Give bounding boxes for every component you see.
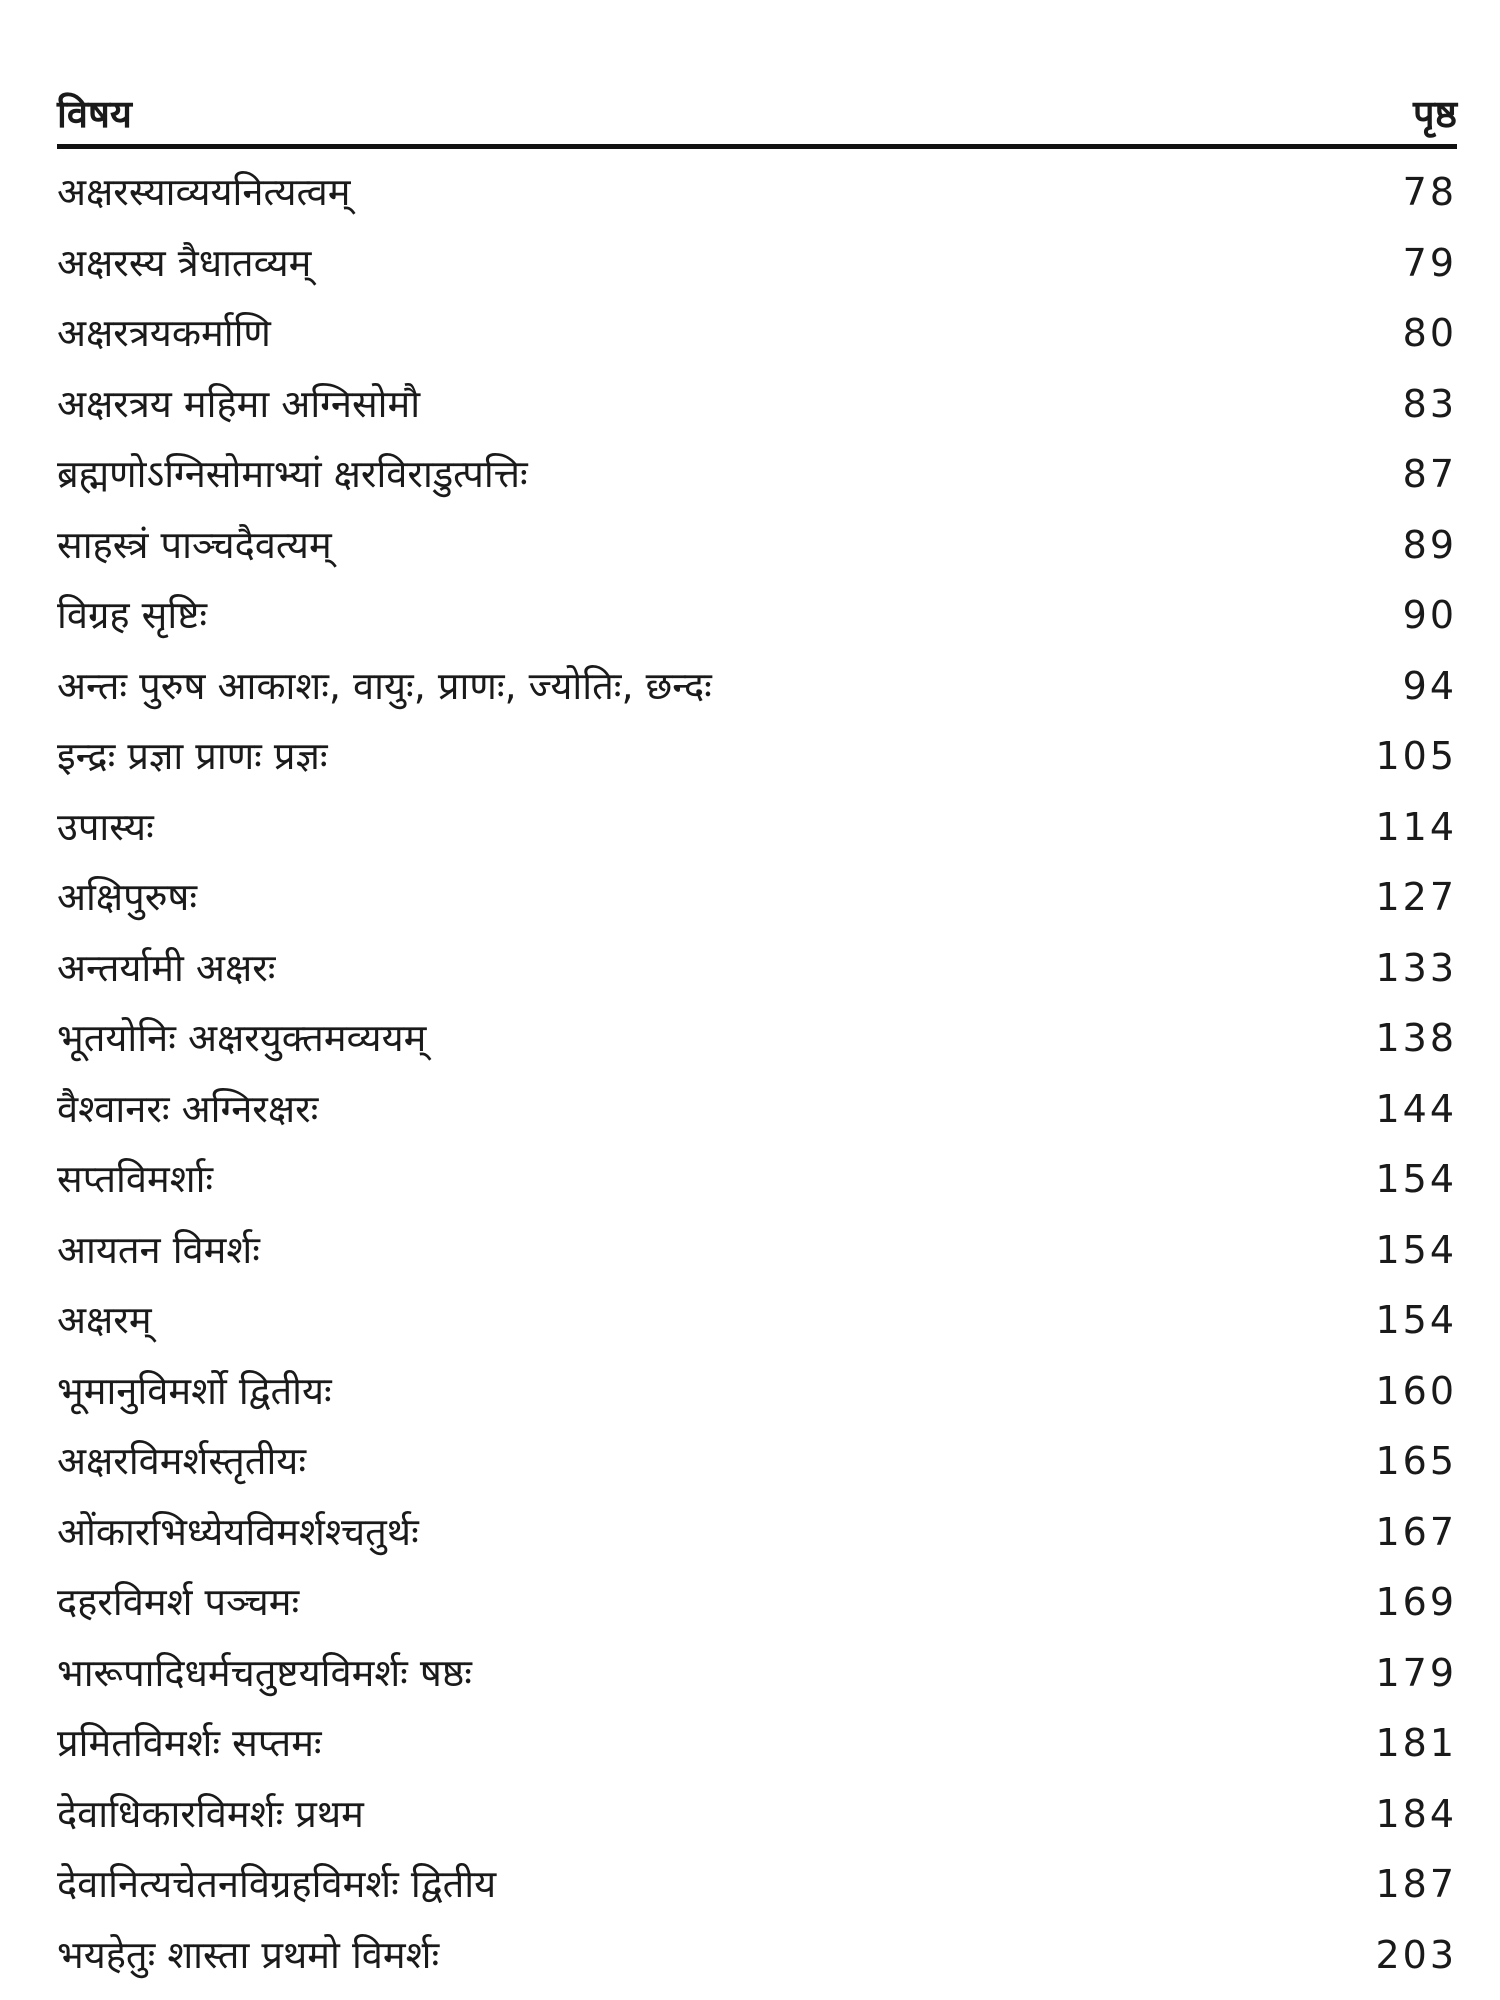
toc-entry <box>57 1074 1457 1145</box>
toc-entry-title: उपास्यः <box>57 804 154 849</box>
toc-entry <box>57 651 1457 722</box>
toc-entry-page-number: 138 <box>1375 1016 1457 1061</box>
toc-entry-title: अक्षिपुरुषः <box>57 875 198 920</box>
toc-entry-title: अक्षरविमर्शस्तृतीयः <box>57 1439 307 1484</box>
toc-header <box>57 88 1457 149</box>
toc-entry-page-number: 203 <box>1375 1932 1457 1977</box>
subject-column-heading: विषय <box>57 92 132 136</box>
toc-entry-title: आयतन विमर्शः <box>57 1227 260 1272</box>
toc-entry-page-number: 83 <box>1402 381 1457 426</box>
toc-entry-title: अक्षरत्रयकर्माणि <box>57 311 271 356</box>
toc-entry-title: अन्तर्यामी अक्षरः <box>57 945 276 990</box>
toc-entry <box>57 933 1457 1004</box>
toc-entry-page-number: 80 <box>1402 311 1457 356</box>
toc-entry-title: भूमानुविमर्शो द्वितीयः <box>57 1368 332 1413</box>
toc-entry-title: वैश्वानरः अग्निरक्षरः <box>57 1086 319 1131</box>
toc-entry-title: भयहेतुः शास्ता प्रथमो विमर्शः <box>57 1932 440 1977</box>
toc-entry-page-number: 90 <box>1402 593 1457 638</box>
toc-entry-page-number: 105 <box>1375 734 1457 779</box>
toc-entry <box>57 1144 1457 1215</box>
toc-entry <box>57 369 1457 440</box>
toc-entry <box>57 1567 1457 1638</box>
toc-entry <box>57 792 1457 863</box>
toc-entry-page-number: 181 <box>1375 1721 1457 1766</box>
toc-entry-page-number: 187 <box>1375 1862 1457 1907</box>
toc-entry-page-number: 154 <box>1375 1227 1457 1272</box>
toc-entry-title: भूतयोनिः अक्षरयुक्तमव्ययम् <box>57 1016 427 1061</box>
toc-entry-title: सप्तविमर्शाः <box>57 1157 214 1202</box>
toc-entry <box>57 1920 1457 1991</box>
toc-entry-page-number: 169 <box>1375 1580 1457 1625</box>
toc-entry-title: इन्द्रः प्रज्ञा प्राणः प्रज्ञः <box>57 734 328 779</box>
toc-entry-page-number: 154 <box>1375 1157 1457 1202</box>
toc-entry-title: देवाधिकारविमर्शः प्रथम <box>57 1791 364 1836</box>
toc-entry <box>57 1638 1457 1709</box>
toc-entry <box>57 862 1457 933</box>
toc-entry <box>57 1849 1457 1920</box>
toc-entry <box>57 439 1457 510</box>
toc-entry <box>57 721 1457 792</box>
toc-entry-title: अन्तः पुरुष आकाशः, वायुः, प्राणः, ज्योतिः, छन्दः <box>57 663 712 708</box>
toc-entry <box>57 1285 1457 1356</box>
toc-list <box>57 157 1457 1990</box>
toc-entry-title: ब्रह्मणोऽग्निसोमाभ्यां क्षरविराडुत्पत्तिः <box>57 452 528 497</box>
toc-entry-page-number: 89 <box>1402 522 1457 567</box>
toc-entry <box>57 580 1457 651</box>
toc-entry-page-number: 160 <box>1375 1368 1457 1413</box>
toc-entry <box>57 1356 1457 1427</box>
toc-entry <box>57 1497 1457 1568</box>
toc-entry <box>57 1779 1457 1850</box>
toc-entry-title: विग्रह सृष्टिः <box>57 593 208 638</box>
page-column-heading: पृष्ठ <box>1413 92 1457 136</box>
toc-entry-page-number: 167 <box>1375 1509 1457 1554</box>
toc-entry-page-number: 165 <box>1375 1439 1457 1484</box>
toc-entry-page-number: 184 <box>1375 1791 1457 1836</box>
toc-entry-title: देवानित्यचेतनविग्रहविमर्शः द्वितीय <box>57 1862 497 1907</box>
toc-entry-page-number: 133 <box>1375 945 1457 990</box>
toc-entry-title: अक्षरस्य त्रैधातव्यम् <box>57 240 312 285</box>
toc-entry-title: भारूपादिधर्मचतुष्टयविमर्शः षष्ठः <box>57 1650 472 1695</box>
toc-entry <box>57 298 1457 369</box>
toc-entry-page-number: 127 <box>1375 875 1457 920</box>
toc-entry-page-number: 87 <box>1402 452 1457 497</box>
toc-entry <box>57 1426 1457 1497</box>
toc-entry-title: ओंकारभिध्येयविमर्शश्चतुर्थः <box>57 1509 419 1554</box>
toc-entry-page-number: 79 <box>1402 240 1457 285</box>
toc-entry-title: साहस्त्रं पाञ्चदैवत्यम् <box>57 522 332 567</box>
toc-entry <box>57 1215 1457 1286</box>
toc-entry-title: अक्षरम् <box>57 1298 152 1343</box>
toc-entry-page-number: 179 <box>1375 1650 1457 1695</box>
toc-entry <box>57 228 1457 299</box>
toc-entry-page-number: 154 <box>1375 1298 1457 1343</box>
toc-entry-page-number: 144 <box>1375 1086 1457 1131</box>
toc-entry-page-number: 78 <box>1402 170 1457 215</box>
toc-entry-title: अक्षरत्रय महिमा अग्निसोमौ <box>57 381 421 426</box>
toc-entry <box>57 510 1457 581</box>
toc-entry-title: अक्षरस्याव्ययनित्यत्वम् <box>57 170 351 215</box>
toc-entry <box>57 157 1457 228</box>
toc-entry-title: प्रमितविमर्शः सप्तमः <box>57 1721 322 1766</box>
toc-entry <box>57 1003 1457 1074</box>
toc-entry-title: दहरविमर्श पञ्चमः <box>57 1580 300 1625</box>
table-of-contents <box>57 88 1457 1990</box>
toc-entry-page-number: 94 <box>1402 663 1457 708</box>
toc-entry-page-number: 114 <box>1375 804 1457 849</box>
toc-entry <box>57 1708 1457 1779</box>
